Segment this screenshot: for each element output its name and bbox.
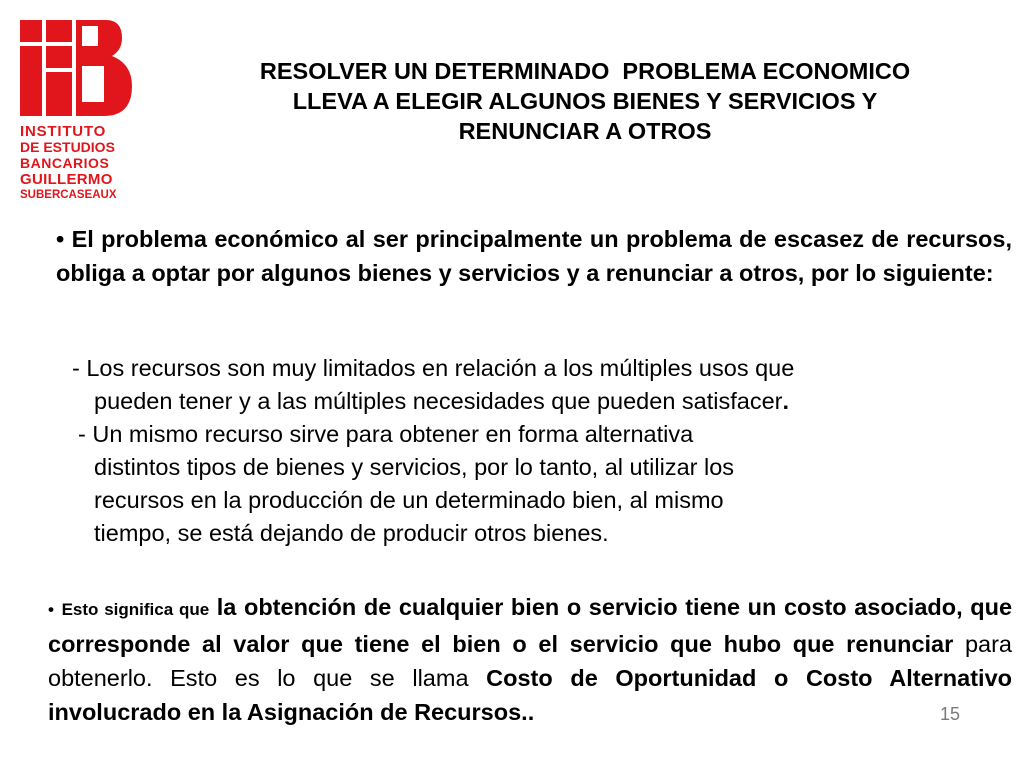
logo-mark (18, 20, 138, 120)
bullet-point-1 (56, 222, 1012, 290)
subpoint-1-line-1: - Los recursos son muy limitados en relación a los múltiples usos que (72, 355, 795, 381)
subpoint-list (72, 352, 972, 550)
title-line-2: LLEVA A ELEGIR ALGUNOS BIENES Y SERVICIOS Y (292, 88, 878, 114)
logo-text-line-1: INSTITUTO (20, 123, 107, 140)
subpoint-1-line-2 (72, 385, 972, 418)
bullet-2-bold-2: Costo de Oportunidad o Costo Alternativo involucrado en la Asignación de Recursos.. (48, 665, 1013, 725)
title-line-1: RESOLVER UN DETERMINADO PROBLEMA ECONOMICO (259, 58, 911, 84)
logo-text-line-4: GUILLERMO (20, 171, 113, 188)
bullet-1-text: El problema económico al ser principalmente un problema de escasez de recursos, obliga a optar por algunos bienes y servicios y a renunciar a otros, por lo siguiente: (56, 226, 1013, 286)
bullet-2-intro: Esto significa que (61, 600, 210, 619)
subpoint-1-line-2-text: pueden tener y a las múltiples necesidades que pueden satisfacer (94, 388, 783, 414)
logo-text-line-3: BANCARIOS (20, 155, 110, 171)
logo-text-line-5: SUBERCASEAUX (20, 189, 117, 201)
bullet-2-bold-1: la obtención de cualquier bien o servicio tiene un costo asociado, que corresponde al valor que tiene el bien o el servicio que hubo que renunciar (48, 594, 1013, 657)
logo-text-line-2: DE ESTUDIOS (20, 139, 115, 155)
slide-title (170, 56, 1000, 146)
subpoint-2-line-2: distintos tipos de bienes y servicios, por lo tanto, al utilizar los (94, 454, 735, 480)
subpoint-1-period: . (782, 388, 790, 414)
bullet-2-marker: • (48, 600, 54, 619)
institute-logo (18, 20, 138, 210)
bullet-marker: • (56, 226, 65, 252)
bullet-2-normal: para obtenerlo. Esto es lo que se llama (48, 631, 1013, 691)
page-number: 15 (940, 704, 961, 724)
subpoint-2-line-3: recursos en la producción de un determinado bien, al mismo (94, 487, 724, 513)
bullet-point-2 (48, 590, 1012, 729)
subpoint-2-line-1: - Un mismo recurso sirve para obtener en forma alternativa (78, 421, 694, 447)
title-line-3: RENUNCIAR A OTROS (458, 118, 712, 144)
subpoint-2-line-4: tiempo, se está dejando de producir otros bienes. (94, 520, 609, 546)
